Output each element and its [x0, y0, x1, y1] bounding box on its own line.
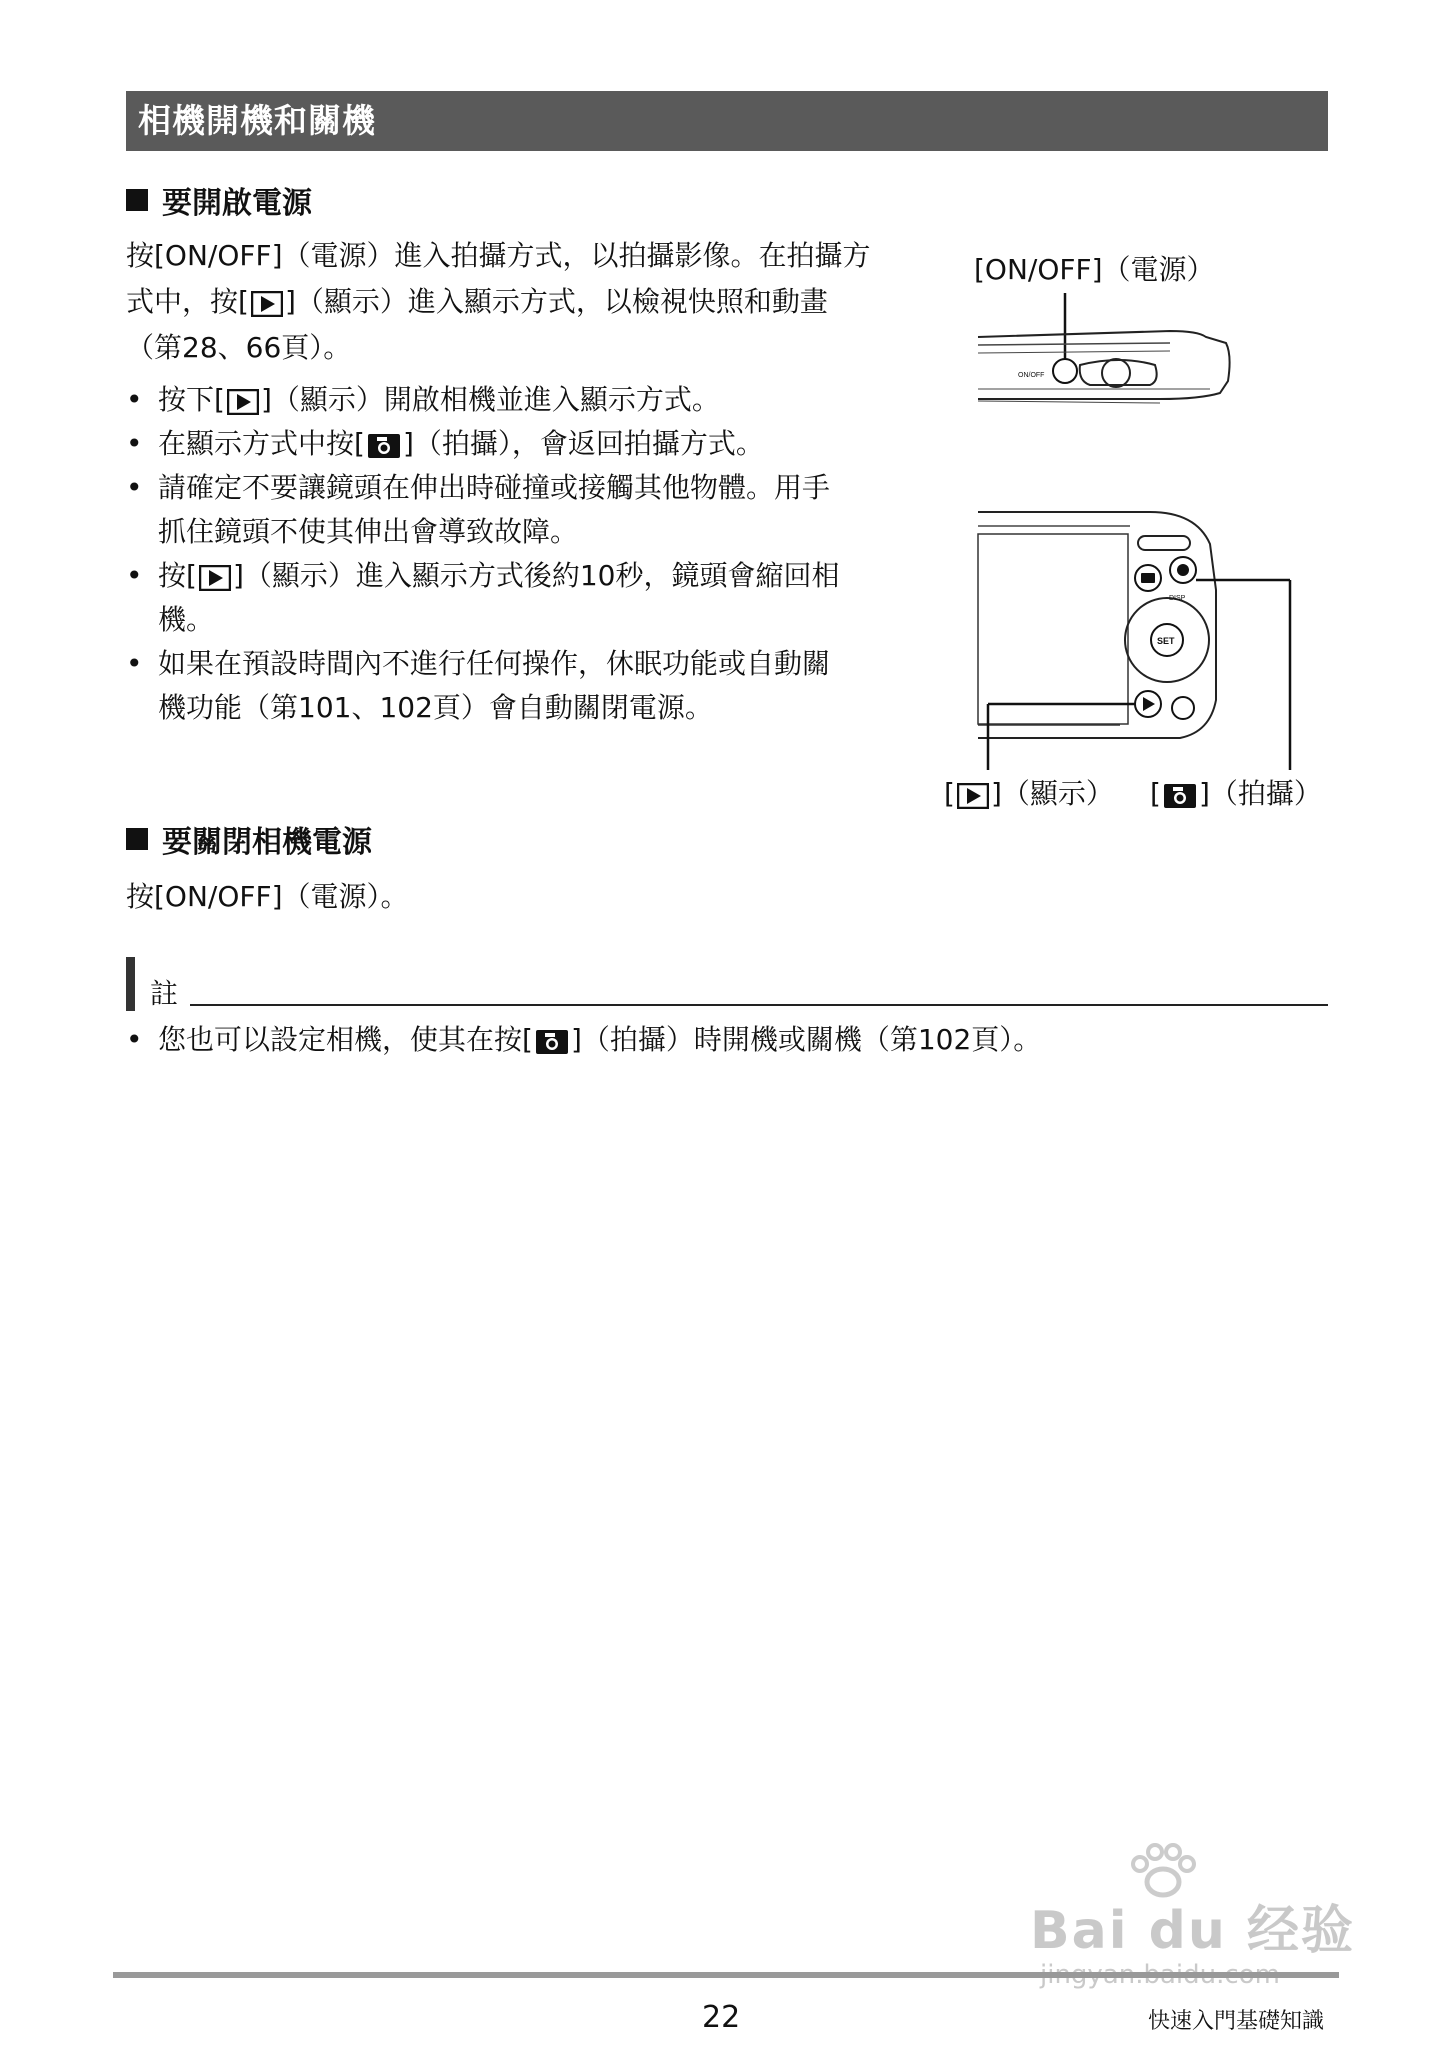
- disp-small-label: DISP: [1169, 595, 1186, 602]
- page-number: 22: [702, 2000, 741, 2035]
- camera-back-illustration: [970, 500, 1300, 785]
- play-icon: [957, 783, 989, 809]
- section-heading-power-on: [126, 178, 312, 222]
- play-button-caption: [ ]（顯示）: [944, 777, 1114, 810]
- square-bullet-icon: [126, 828, 148, 850]
- onoff-caption: [ON/OFF]（電源）: [974, 253, 1215, 286]
- square-bullet-icon: [126, 189, 148, 211]
- list-item: • 按下[ ]（顯示）開啟相機並進入顯示方式。: [126, 383, 720, 416]
- list-item: • 您也可以設定相機，使其在按[ ]（拍攝）時開機或關機（第102頁）。: [126, 1023, 1042, 1056]
- note-list: [126, 1018, 1326, 1062]
- intro-paragraph: [126, 233, 926, 371]
- camera-icon: [535, 1029, 569, 1055]
- camera-button-caption: [ ]（拍攝）: [1150, 777, 1322, 810]
- camera-top-illustration: [970, 285, 1240, 420]
- list-item: • 請確定不要讓鏡頭在伸出時碰撞或接觸其他物體。用手 抓住鏡頭不使其伸出會導致故障。: [126, 471, 831, 548]
- list-item: • 在顯示方式中按[ ]（拍攝），會返回拍攝方式。: [126, 427, 764, 460]
- section-heading-power-off: [126, 817, 372, 861]
- intro-line-3: （第28、66頁）。: [126, 331, 352, 364]
- section-heading-text: 要開啟電源: [162, 186, 312, 221]
- section-heading-text: 要關閉相機電源: [162, 825, 372, 860]
- footer-rule: [113, 1972, 1339, 1978]
- watermark-brand: Bai du 经验: [1030, 1901, 1355, 1961]
- camera-icon: [367, 433, 401, 459]
- page-title: 相機開機和關機: [126, 91, 1328, 151]
- list-item: • 按[ ]（顯示）進入顯示方式後約10秒，鏡頭會縮回相 機。: [126, 559, 840, 636]
- play-icon: [227, 389, 259, 415]
- onoff-small-label: ON/OFF: [1018, 372, 1045, 379]
- note-divider: [190, 1004, 1328, 1006]
- footer-section-name: 快速入門基礎知識: [1148, 2009, 1325, 2034]
- note-label: 註: [150, 977, 179, 1010]
- list-item: • 如果在預設時間內不進行任何操作，休眠功能或自動關 機功能（第101、102頁）會自動關閉電源。: [126, 647, 831, 724]
- play-icon: [251, 291, 283, 317]
- intro-line-2: 式中，按[ ]（顯示）進入顯示方式，以檢視快照和動畫: [126, 285, 828, 318]
- intro-line-1: 按[ON/OFF]（電源）進入拍攝方式，以拍攝影像。在拍攝方: [126, 239, 871, 272]
- note-marker: [126, 957, 135, 1011]
- power-off-paragraph: 按[ON/OFF]（電源）。: [126, 880, 409, 913]
- set-small-label: SET: [1157, 636, 1175, 646]
- play-icon: [199, 565, 231, 591]
- paw-icon: [1128, 1842, 1198, 1902]
- camera-icon: [1163, 783, 1197, 809]
- bullet-list-power-on: [126, 378, 926, 730]
